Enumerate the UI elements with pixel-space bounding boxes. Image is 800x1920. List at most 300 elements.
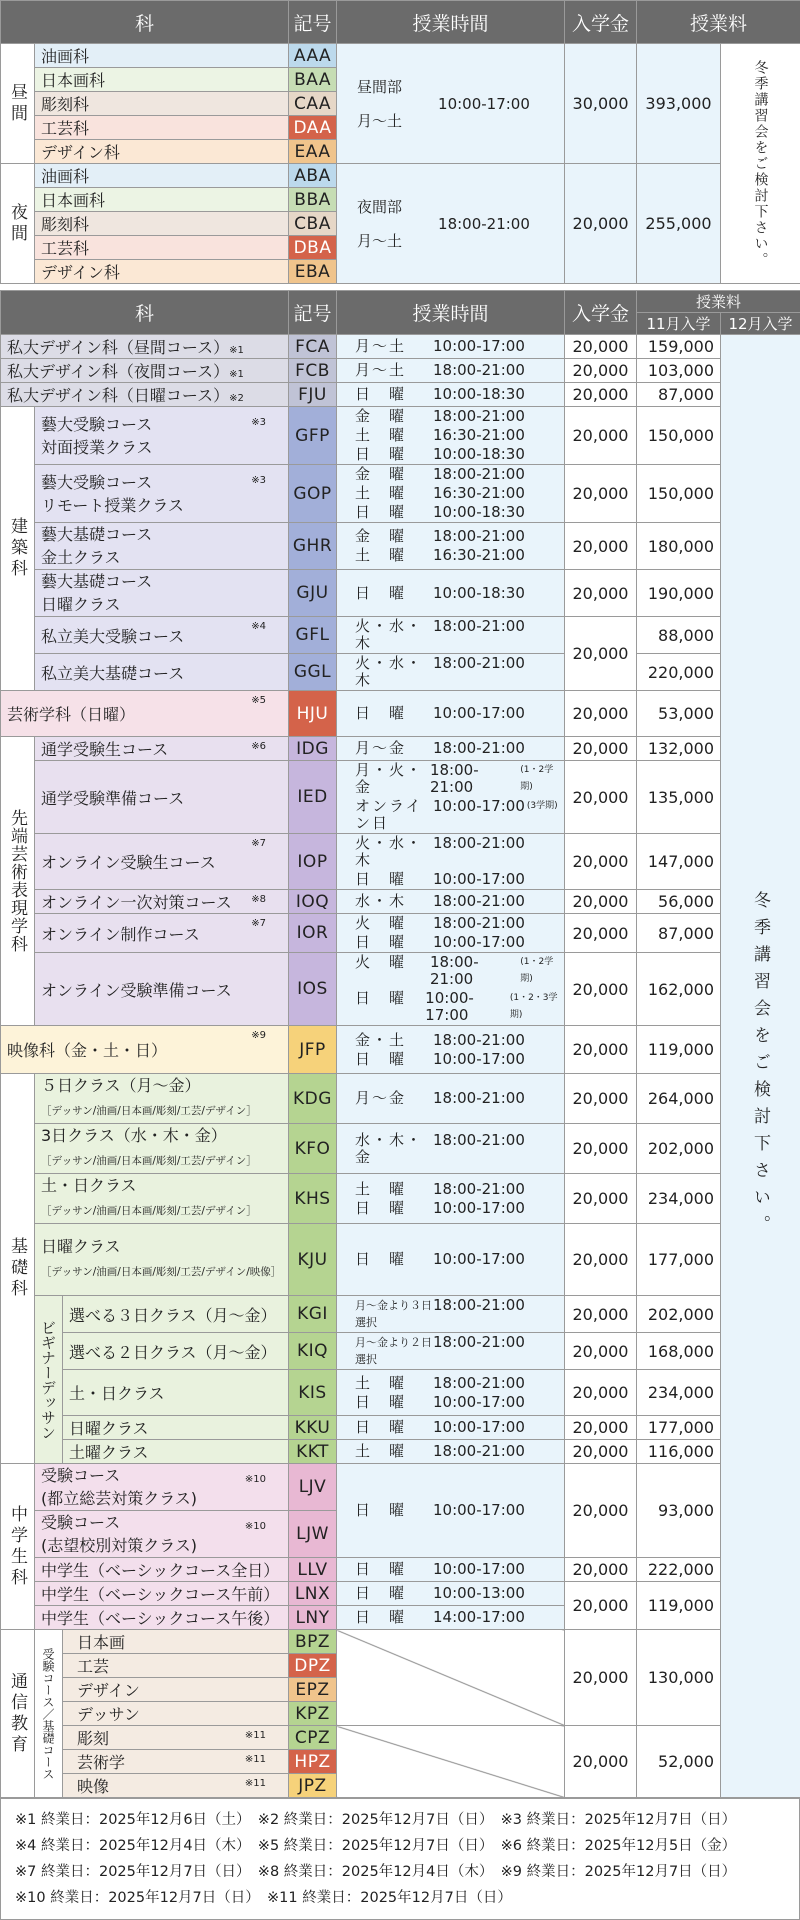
course-name [35,116,289,140]
code-text: BBA [294,190,330,210]
time-cell [337,737,565,761]
code-text: FJU [298,385,327,405]
course-code [289,1582,337,1606]
course-code [289,617,337,654]
time-line [337,503,564,522]
time-days: 金・土 [337,1032,433,1049]
course-name [63,1774,289,1798]
course-code [289,116,337,140]
section-label [1,737,35,1026]
entry-fee-text: 20,000 [573,1342,629,1361]
course-code [289,570,337,617]
time-line [337,1031,564,1050]
code-text: EBA [295,262,331,282]
note-mark: ※7 [251,918,266,929]
tuition-text: 150,000 [648,484,714,503]
time-cell [337,570,565,617]
tuition-text: 234,000 [648,1383,714,1402]
code-text: IOS [297,979,328,999]
time-range: 18:00-21:00 [433,408,525,425]
course-code [289,1606,337,1630]
entry-fee-text: 20,000 [573,644,629,663]
entry-fee-text: 20,000 [573,361,629,380]
course-code [289,407,337,465]
course-name [63,1370,289,1416]
code-text: JFP [299,1040,326,1060]
entry-fee [565,465,637,523]
entry-fee [565,890,637,914]
tuition [637,654,721,691]
header-jikan: 授業時間 [337,291,565,335]
time-days: 月・火・金 [337,762,430,796]
time-days: 日 曜 [337,990,425,1024]
code-text: HJU [297,704,329,724]
course-row [1,1296,800,1333]
code-text: CAA [294,94,331,114]
time-cell [337,1606,565,1630]
entry-fee [565,914,637,953]
course-code [289,1416,337,1440]
entry-fee [565,1464,637,1558]
course-name-text: 受験コース [41,1466,120,1485]
course-name-text: オンライン制作コース [41,925,200,944]
time-line [337,914,564,933]
course-name-text: ５日クラス（月～金） [41,1076,201,1095]
time-cell [337,691,565,737]
time-range: 18:00-21:00 [433,1132,525,1166]
tuition [637,383,721,407]
course-code [289,834,337,890]
code-text: LJV [299,1477,327,1497]
time-range: 10:00-17:00 [433,338,525,355]
time-cell [337,654,565,691]
time-range: 10:00-17:00 [433,1200,525,1217]
tuition-text: 53,000 [658,704,714,723]
time-cell [337,1074,565,1124]
course-name-text: 日曜クラス [69,1419,149,1438]
course-code [289,1174,337,1224]
header-nyu: 入学金 [565,1,637,44]
course-row [1,359,800,383]
time-range: 18:00-21:00 [433,528,525,545]
session-text: 昼間部 [357,78,402,96]
course-row [1,383,800,407]
winter-note [721,44,800,284]
course-name [1,359,289,383]
course-name-text: 工芸科 [41,119,89,138]
time-cell [337,407,565,465]
course-name [35,1124,289,1174]
course-name-text: 工芸科 [41,239,89,258]
course-name-text: 日本画科 [41,71,105,90]
footnote-line: ※10 終業日：2025年12月7日（日） ※11 終業日：2025年12月7日（日） [15,1885,785,1911]
time-days: 火・水・木 [337,618,433,652]
course-name [35,140,289,164]
tuition-text: 93,000 [658,1501,714,1520]
tuition-text: 162,000 [648,980,714,999]
course-code [289,761,337,834]
tuition-text: 147,000 [648,852,714,871]
time-days: 水・木・金 [337,1132,433,1166]
course-name-text: 私大デザイン科（夜間コース） [7,362,229,381]
course-row [1,953,800,1026]
course-row [1,465,800,523]
time-cell [337,523,565,570]
course-code [289,68,337,92]
time-text: 10:00-17:00 [438,95,530,113]
course-code [289,188,337,212]
time-line [337,761,564,797]
tuition [637,1464,721,1558]
course-name-text: 私大デザイン科（昼間コース） [7,338,229,357]
time-days: 金 曜 [337,528,433,545]
time-line [337,1393,564,1412]
entry-fee [565,1440,637,1464]
course-name [63,1654,289,1678]
course-code [289,1224,337,1296]
time-range: 18:00-21:00 [433,1032,525,1049]
tuition-text: 393,000 [645,94,711,113]
tuition-text: 132,000 [648,739,714,758]
header-jugyo: 授業料 [637,1,800,44]
winter-note [721,335,800,1798]
tuition [637,1558,721,1582]
entry-fee-text: 30,000 [573,94,629,113]
time-days: 日 曜 [337,1419,433,1436]
tuition [637,1416,721,1440]
course-name-text: 土曜クラス [69,1443,149,1462]
code-text: LNX [295,1584,330,1604]
time-range: 18:00-21:00 [433,1334,525,1368]
course-code [289,44,337,68]
note-mark: ※11 [245,1730,266,1741]
entry-fee-text: 20,000 [573,1305,629,1324]
code-text: IDG [296,739,329,759]
time-line [337,465,564,484]
days-text: 月～土 [357,112,402,130]
time-cell [337,914,565,953]
course-name [63,1678,289,1702]
time-days: 月～土 [337,362,433,379]
entry-fee-text: 20,000 [573,704,629,723]
course-code [289,260,337,284]
time-range: 10:00-18:30 [433,446,525,463]
entry-fee [565,737,637,761]
course-code [289,1124,337,1174]
entry-fee-text: 20,000 [573,1089,629,1108]
course-row [1,44,800,68]
course-row [1,164,800,188]
course-code [289,335,337,359]
time-range: 10:00-17:00 [433,1502,525,1519]
entry-fee-text: 20,000 [573,1501,629,1520]
course-row [1,407,800,465]
note-mark: ※11 [245,1754,266,1765]
course-code [289,1630,337,1654]
course-table [0,290,800,1798]
course-code [289,359,337,383]
time-cell [337,1582,565,1606]
tuition-text: 135,000 [648,788,714,807]
time-days: 日 曜 [337,446,433,463]
course-row [1,1416,800,1440]
winter-note-text: 冬季講習会をご検討下さい。 [753,60,769,268]
entry-fee [565,834,637,890]
course-code [289,914,337,953]
time-cell [337,890,565,914]
header-december: 12月入学 [721,313,800,335]
time-cell [337,1464,565,1558]
time-range: 10:00-17:00 [433,798,525,832]
time-days: 月～金 [337,740,433,757]
time-line [337,426,564,445]
time-range: 18:00-21:00 [433,1297,525,1331]
course-name-text: デザイン科 [41,143,120,162]
code-text: KPZ [295,1704,330,1724]
code-text: KIS [298,1383,326,1403]
tuition-text: 150,000 [648,426,714,445]
time-days: 日 曜 [337,386,433,403]
note-mark: ※10 [245,1515,266,1538]
course-row [1,1370,800,1416]
course-name [35,523,289,570]
entry-fee-text: 20,000 [573,924,629,943]
note-mark: ※9 [251,1030,266,1041]
course-name-text: 芸術学 [77,1753,125,1772]
course-row [1,570,800,617]
time-days: 月～金 [337,1090,433,1107]
time-cell [337,834,565,890]
group-label [1,44,35,164]
note-mark: ※2 [229,393,244,404]
header-kigo: 記号 [289,1,337,44]
code-text: JPZ [298,1776,326,1796]
entry-fee [565,761,637,834]
time-cell [337,1440,565,1464]
term-note: (3学期) [525,798,558,832]
tuition-text: 103,000 [648,361,714,380]
course-name-text: 映像科（金・土・日） [7,1041,167,1060]
course-name-text: 中学生（ベーシックコース午前） [41,1585,279,1604]
code-text: CBA [294,214,331,234]
course-name-text: デザイン科 [41,263,120,282]
code-text: KDG [293,1089,332,1109]
time-days: 日 曜 [337,705,433,722]
term-note: (1・2学期) [518,954,564,988]
course-class-text: リモート授業クラス [41,496,184,515]
course-row [1,523,800,570]
entry-fee [565,1026,637,1074]
tuition [637,1174,721,1224]
time-line [337,407,564,426]
time-cell [337,617,565,654]
time-cell [337,383,565,407]
tuition-text: 234,000 [648,1189,714,1208]
tuition [637,914,721,953]
course-row [1,1224,800,1296]
time-cell [337,1333,565,1370]
code-text: DAA [294,118,332,138]
tuition [637,335,721,359]
tuition [637,953,721,1026]
header-nyu: 入学金 [565,291,637,335]
code-text: LNY [295,1608,329,1628]
course-code [289,1296,337,1333]
header-kigo: 記号 [289,291,337,335]
time-line [337,1089,564,1108]
tuition-text: 264,000 [648,1089,714,1108]
course-code [289,654,337,691]
code-text: FCA [295,337,330,357]
time-range: 18:00-21:00 [433,740,525,757]
time-days: 日 曜 [337,585,433,602]
days-text: 月～土 [357,232,402,250]
time-range: 18:00-21:00 [433,835,525,869]
term-note: (1・2・3学期) [508,990,564,1024]
entry-fee-text: 20,000 [573,1189,629,1208]
entry-fee [565,1124,637,1174]
course-name [35,737,289,761]
code-text: KGI [297,1304,328,1324]
course-name [35,1582,289,1606]
time-days: 月～金より２日選択 [337,1334,433,1368]
course-name [35,44,289,68]
time-cell [337,1370,565,1416]
time-line [337,1250,564,1269]
course-row [1,834,800,890]
tuition-november [637,1726,721,1798]
tuition-text: 190,000 [648,584,714,603]
course-name-text: 私立美大受験コース [41,627,184,646]
course-name-text: 通学受験生コース [41,740,168,759]
tuition [637,1370,721,1416]
time-line [337,834,564,870]
course-class-text: 日曜クラス [41,595,121,614]
course-name [35,164,289,188]
note-mark: ※4 [251,621,266,632]
time-days: 日 曜 [337,1502,433,1519]
code-text: AAA [294,46,331,66]
course-code [289,465,337,523]
time-days: 日 曜 [337,871,433,888]
entry-fee-text: 20,000 [573,1040,629,1059]
time-line [337,989,564,1025]
course-name [35,890,289,914]
code-text: IED [297,787,327,807]
time-range: 18:00-21:00 [433,893,525,910]
tuition-text: 116,000 [648,1442,714,1461]
course-code [289,523,337,570]
code-text: DBA [294,238,332,258]
time-days: 火・水・木 [337,655,433,689]
header-jugyo: 授業料 [637,291,800,313]
course-row [1,1074,800,1124]
course-name [35,1606,289,1630]
course-name [35,1174,289,1224]
entry-fee [565,953,637,1026]
course-code [289,1750,337,1774]
winter-note-text: 冬季講習会をご検討下さい。 [750,891,770,1242]
time-cell [337,1174,565,1224]
code-text: KKT [296,1442,329,1462]
time-cell [337,761,565,834]
course-name-text: 日本画科 [41,191,105,210]
course-row [1,761,800,834]
time-days: 金 曜 [337,466,433,483]
course-code [289,737,337,761]
time-line [337,870,564,889]
course-name [35,654,289,691]
note-mark: ※3 [251,411,266,434]
time-cell [337,1558,565,1582]
time-cell [337,1416,565,1440]
beginner-label-text: ビギナーデッサン [39,1320,57,1440]
course-name [35,761,289,834]
entry-fee-text: 20,000 [573,1383,629,1402]
time-line [337,1131,564,1167]
tuition [637,407,721,465]
course-name-text: 土・日クラス [69,1384,165,1403]
time-days: 日 曜 [337,504,433,521]
course-code [289,1464,337,1511]
course-name-text: オンライン一次対策コース [41,893,232,912]
entry-fee [565,1416,637,1440]
course-row [1,335,800,359]
entry-fee-text: 20,000 [573,1139,629,1158]
entry-fee-text: 20,000 [573,1418,629,1437]
sub-label [35,1630,63,1798]
entry-fee-text: 20,000 [573,1560,629,1579]
course-name-text: 土・日クラス [41,1176,137,1195]
time-days: 日 曜 [337,1200,433,1217]
course-name [35,834,289,890]
note-mark: ※7 [251,838,266,849]
code-text: GFP [295,426,330,446]
tuition [637,359,721,383]
code-text: DPZ [294,1656,331,1676]
time-days: 土 曜 [337,1181,433,1198]
entry-fee-text: 20,000 [573,484,629,503]
time-days: 日 曜 [337,1585,433,1602]
entry-fee [565,1174,637,1224]
course-name [35,68,289,92]
entry-fee [565,44,637,164]
course-name-text: オンライン受験生コース [41,853,216,872]
term-note: (1・2学期) [518,762,564,796]
entry-fee-text: 20,000 [573,214,629,233]
entry-fee-text: 20,000 [573,584,629,603]
code-text: ABA [294,166,330,186]
tuition [637,164,721,284]
tuition-text: 177,000 [648,1418,714,1437]
time-range: 10:00-17:00 [433,871,525,888]
time-line [337,445,564,464]
time-range: 10:00-17:00 [433,1051,525,1068]
course-name [35,953,289,1026]
tuition-text: 87,000 [658,924,714,943]
time-text: 18:00-21:00 [438,215,530,233]
note-mark: ※5 [251,695,266,706]
note-mark: ※11 [245,1778,266,1789]
course-name [1,335,289,359]
code-text: KFO [295,1139,331,1159]
time-days: 土 曜 [337,547,433,564]
time-range: 14:00-17:00 [433,1609,525,1626]
header-ka: 科 [1,1,289,44]
time-range: 10:00-17:00 [433,1394,525,1411]
time-range: 10:00-17:00 [433,1251,525,1268]
time-range: 10:00-17:00 [433,1419,525,1436]
